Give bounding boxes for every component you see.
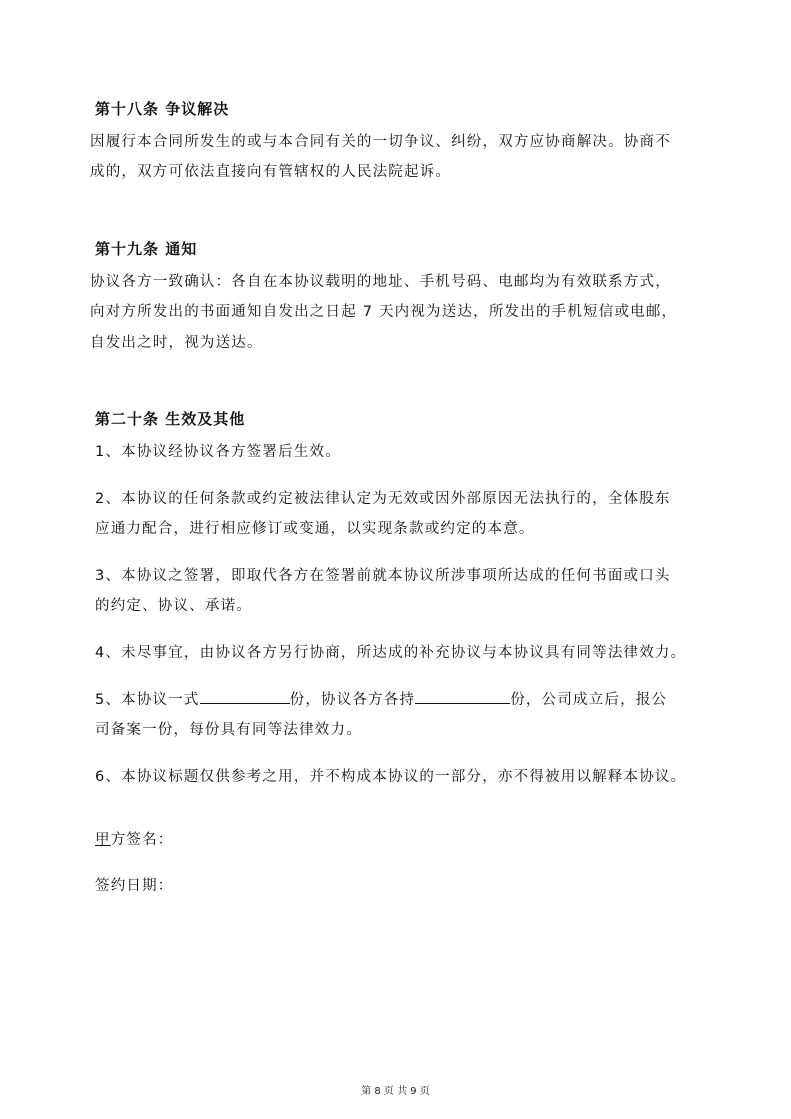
party-a-signature-mark: 甲: [95, 832, 111, 848]
signing-date-label: 签约日期：: [95, 878, 174, 894]
section-19-line-3: 自发出之时，视为送达。: [90, 335, 263, 351]
section-19-line-2: 向对方所发出的书面通知自发出之日起 7 天内视为送达，所发出的手机短信或电邮，: [90, 304, 678, 320]
section-18-title: 第十八条 争议解决: [95, 100, 230, 118]
copies-total-blank[interactable]: [200, 689, 290, 704]
section-19-line-1: 协议各方一致确认：各自在本协议载明的地址、手机号码、电邮均为有效联系方式，: [90, 274, 671, 290]
clause-1: 1、本协议经协议各方签署后生效。: [95, 444, 341, 460]
clause-5-line-1: [95, 688, 667, 709]
party-a-signature-label: [95, 828, 174, 849]
clause-4: 4、未尽事宜，由协议各方另行协商，所达成的补充协议与本协议具有同等法律效力。: [95, 645, 687, 661]
clause-2-line-1: 2、本协议的任何条款或约定被法律认定为无效或因外部原因无法执行的，全体股东: [95, 491, 671, 507]
copies-each-blank[interactable]: [415, 689, 510, 704]
clause-5-text-a: 5、本协议一式: [95, 692, 200, 708]
clause-6: 6、本协议标题仅供参考之用，并不构成本协议的一部分，亦不得被用以解释本协议。: [95, 769, 687, 785]
clause-5-text-c: 份，公司成立后，报公: [510, 692, 668, 708]
page-number-footer: 第 8 页 共 9 页: [361, 1086, 430, 1097]
clause-5-line-2: 司备案一份，每份具有同等法律效力。: [95, 722, 362, 738]
section-18-line-1: 因履行本合同所发生的或与本合同有关的一切争议、纠纷，双方应协商解决。协商不: [90, 134, 671, 150]
clause-2-line-2: 应通力配合，进行相应修订或变通，以实现条款或约定的本意。: [95, 521, 535, 537]
party-a-signature-text: 方签名：: [110, 832, 174, 848]
clause-3-line-2: 的约定、协议、承诺。: [95, 598, 252, 614]
section-20-title: 第二十条 生效及其他: [95, 410, 246, 428]
section-18-line-2: 成的，双方可依法直接向有管辖权的人民法院起诉。: [90, 164, 452, 180]
section-19-title: 第十九条 通知: [95, 240, 198, 258]
clause-5-text-b: 份，协议各方各持: [289, 692, 416, 708]
clause-3-line-1: 3、本协议之签署，即取代各方在签署前就本协议所涉事项所达成的任何书面或口头: [95, 568, 671, 584]
